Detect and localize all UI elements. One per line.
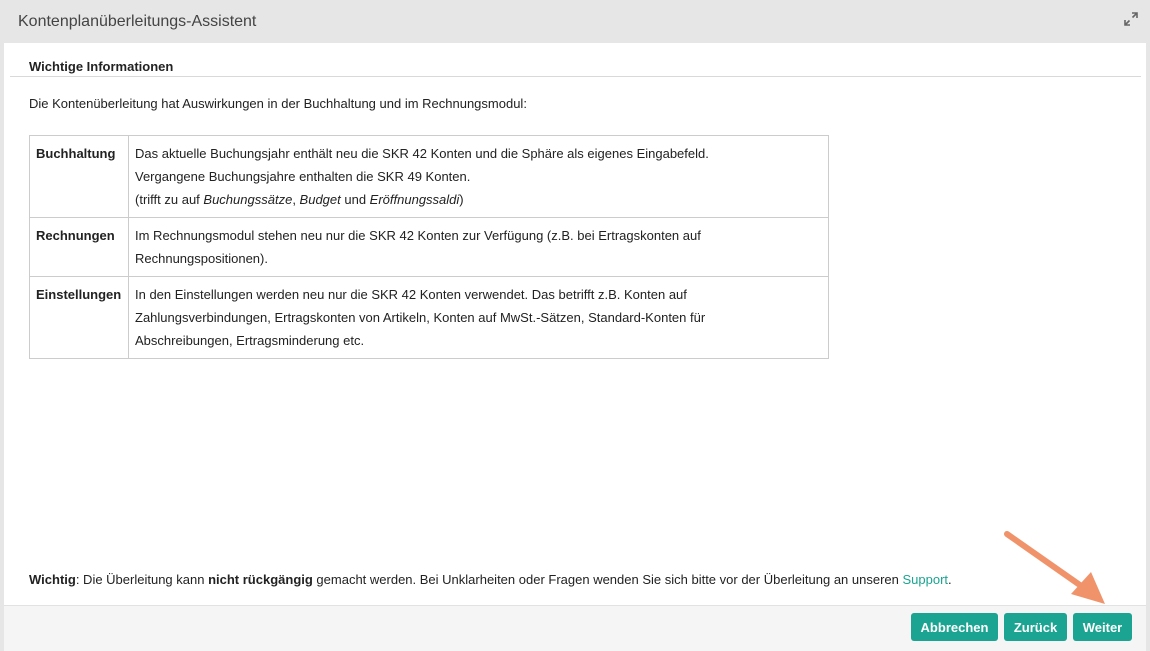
window-title: Kontenplanüberleitungs-Assistent [18, 13, 257, 30]
desc-emphasis: Buchungssätze [203, 192, 293, 207]
row-label-buchhaltung: Buchhaltung [30, 136, 129, 218]
desc-line: Vergangene Buchungsjahre enthalten die SKR 49 Konten. [135, 169, 471, 184]
desc-line: Rechnungspositionen). [135, 251, 268, 266]
row-desc-einstellungen [129, 277, 829, 359]
section-divider [10, 76, 1141, 77]
window-titlebar [0, 0, 1150, 43]
section-title: Wichtige Informationen [29, 59, 174, 74]
row-desc-buchhaltung [129, 136, 829, 218]
dialog-content [4, 43, 1146, 605]
desc-line [135, 188, 822, 211]
next-button[interactable]: Weiter [1073, 613, 1132, 641]
table-row [30, 136, 829, 218]
warning-note [29, 572, 952, 587]
desc-text: ) [459, 192, 464, 207]
desc-emphasis: Budget [299, 192, 341, 207]
intro-text: Die Kontenüberleitung hat Auswirkungen in der Buchhaltung und im Rechnungsmodul: [29, 96, 527, 111]
table-row [30, 218, 829, 277]
cancel-button[interactable]: Abbrechen [911, 613, 998, 641]
desc-line: Im Rechnungsmodul stehen neu nur die SKR 42 Konten zur Verfügung (z.B. bei Ertragskonten auf [135, 228, 701, 243]
desc-emphasis: Eröffnungssaldi [369, 192, 460, 207]
impact-table [29, 135, 829, 359]
desc-text: (trifft zu auf [135, 192, 204, 207]
back-button[interactable]: Zurück [1004, 613, 1067, 641]
desc-line: Zahlungsverbindungen, Ertragskonten von Artikeln, Konten auf MwSt.-Sätzen, Standard-Konten für [135, 310, 706, 325]
desc-text: und [340, 192, 370, 207]
note-label: Wichtig [29, 572, 76, 587]
expand-icon[interactable] [1124, 12, 1138, 26]
desc-line: In den Einstellungen werden neu nur die SKR 42 Konten verwendet. Das betrifft z.B. Konten auf [135, 287, 687, 302]
desc-line: Abschreibungen, Ertragsminderung etc. [135, 333, 365, 348]
row-label-rechnungen: Rechnungen [30, 218, 129, 277]
row-desc-rechnungen [129, 218, 829, 277]
desc-text: , [292, 192, 300, 207]
support-link[interactable]: Support [902, 572, 949, 587]
table-row [30, 277, 829, 359]
note-emphasis: nicht rückgängig [208, 572, 313, 587]
note-text: . [948, 572, 952, 587]
desc-line: Das aktuelle Buchungsjahr enthält neu die SKR 42 Konten und die Sphäre als eigenes Eingabefeld. [135, 146, 709, 161]
dialog-footer [4, 605, 1146, 651]
row-label-einstellungen: Einstellungen [30, 277, 129, 359]
note-text: gemacht werden. Bei Unklarheiten oder Fragen wenden Sie sich bitte vor der Überleitung an unseren [312, 572, 903, 587]
note-text: : Die Überleitung kann [75, 572, 209, 587]
